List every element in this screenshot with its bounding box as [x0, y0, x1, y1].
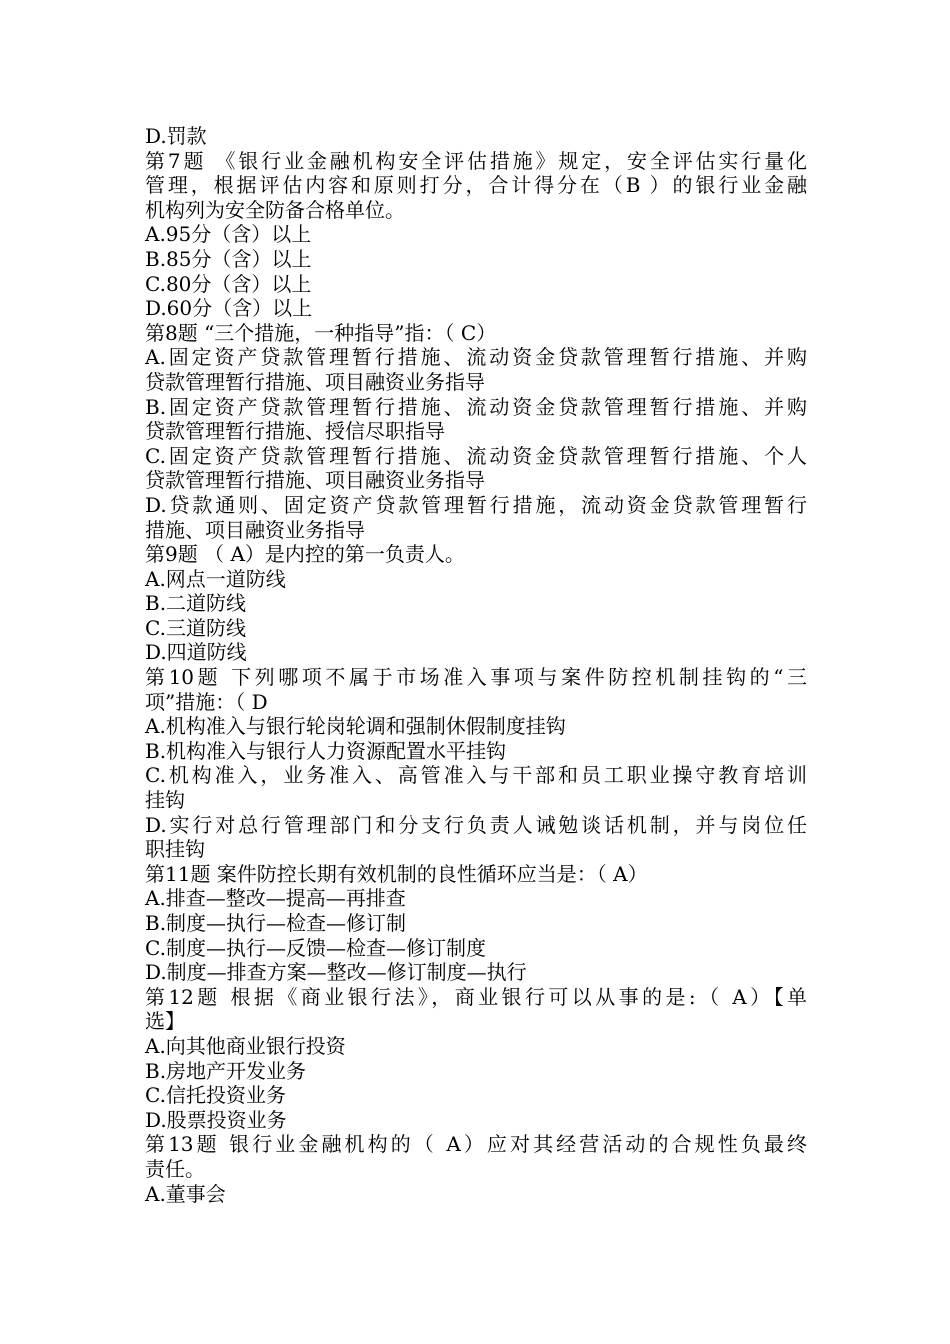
option-b: B.制度—执行—检查—修订制: [145, 911, 407, 935]
text-line: D.罚款: [145, 124, 207, 148]
option-b: B.房地产开发业务: [145, 1058, 307, 1083]
option-a: A.固定资产贷款管理暂行措施、流动资金贷款管理暂行措施、并购: [145, 345, 807, 370]
option-d: D.制度—排查方案—整改—修订制度—执行: [145, 960, 527, 985]
option-b: B.固定资产贷款管理暂行措施、流动资金贷款管理暂行措施、并购: [145, 394, 807, 419]
option-c: C.固定资产贷款管理暂行措施、流动资金贷款管理暂行措施、个人: [145, 443, 807, 468]
question-13-title: 第13题 银行业金融机构的（ A）应对其经营活动的合规性负最终: [145, 1132, 807, 1157]
option-a: A.向其他商业银行投资: [145, 1033, 346, 1058]
question-11-title: 第11题 案件防控长期有效机制的良性循环应当是：（ A）: [145, 861, 648, 886]
option-d: D.股票投资业务: [145, 1107, 287, 1132]
text-line: 管理，根据评估内容和原则打分，合计得分在（B ）的银行业金融: [145, 173, 807, 198]
option-a: A.机构准入与银行轮岗轮调和强制休假制度挂钩: [145, 714, 566, 739]
text-line: 职挂钩: [145, 837, 205, 862]
option-a: A.95分（含）以上: [145, 222, 312, 247]
document-page: [145, 124, 807, 1206]
question-12-title: 第12题 根据《商业银行法》，商业银行可以从事的是:（ A）【单: [145, 984, 807, 1009]
text-line: 贷款管理暂行措施、授信尽职指导: [145, 419, 445, 444]
text-line: 贷款管理暂行措施、项目融资业务指导: [145, 369, 485, 394]
option-b: B.85分（含）以上: [145, 246, 312, 271]
option-d: D.60分（含）以上: [145, 296, 313, 321]
option-b: B.机构准入与银行人力资源配置水平挂钩: [145, 738, 507, 763]
text-line: 措施、项目融资业务指导: [145, 517, 365, 542]
option-a: A.排查—整改—提高—再排查: [145, 886, 406, 911]
text-line: 机构列为安全防备合格单位。: [145, 197, 405, 222]
option-c: C.80分（含）以上: [145, 271, 312, 296]
option-d: D.实行对总行管理部门和分支行负责人诫勉谈话机制，并与岗位任: [145, 812, 807, 837]
question-8-title: 第8题 “三个措施，一种指导”指：（ C）: [145, 320, 497, 345]
option-c: C.制度—执行—反馈—检查—修订制度: [145, 935, 486, 960]
question-9-title: 第9题 （ A）是内控的第一负责人。: [145, 542, 465, 567]
option-a: A.董事会: [145, 1181, 226, 1206]
option-d: D.四道防线: [145, 640, 247, 665]
option-c: C.三道防线: [145, 615, 246, 640]
text-line: 责任。: [145, 1156, 205, 1181]
option-c: C.信托投资业务: [145, 1083, 286, 1108]
option-b: B.二道防线: [145, 591, 247, 616]
text-line: 贷款管理暂行措施、项目融资业务指导: [145, 468, 485, 493]
option-c: C.机构准入，业务准入、高管准入与干部和员工职业操守教育培训: [145, 763, 807, 788]
text-line: 选】: [145, 1009, 185, 1034]
question-10-title: 第10题 下列哪项不属于市场准入事项与案件防控机制挂钩的“三: [145, 665, 807, 690]
text-line: 挂钩: [145, 788, 185, 813]
question-7-title: 第7题 《银行业金融机构安全评估措施》规定，安全评估实行量化: [145, 148, 807, 173]
option-a: A.网点一道防线: [145, 566, 286, 591]
text-line: 项”措施：（ D: [145, 689, 268, 714]
option-d: D.贷款通则、固定资产贷款管理暂行措施，流动资金贷款管理暂行: [145, 492, 807, 517]
